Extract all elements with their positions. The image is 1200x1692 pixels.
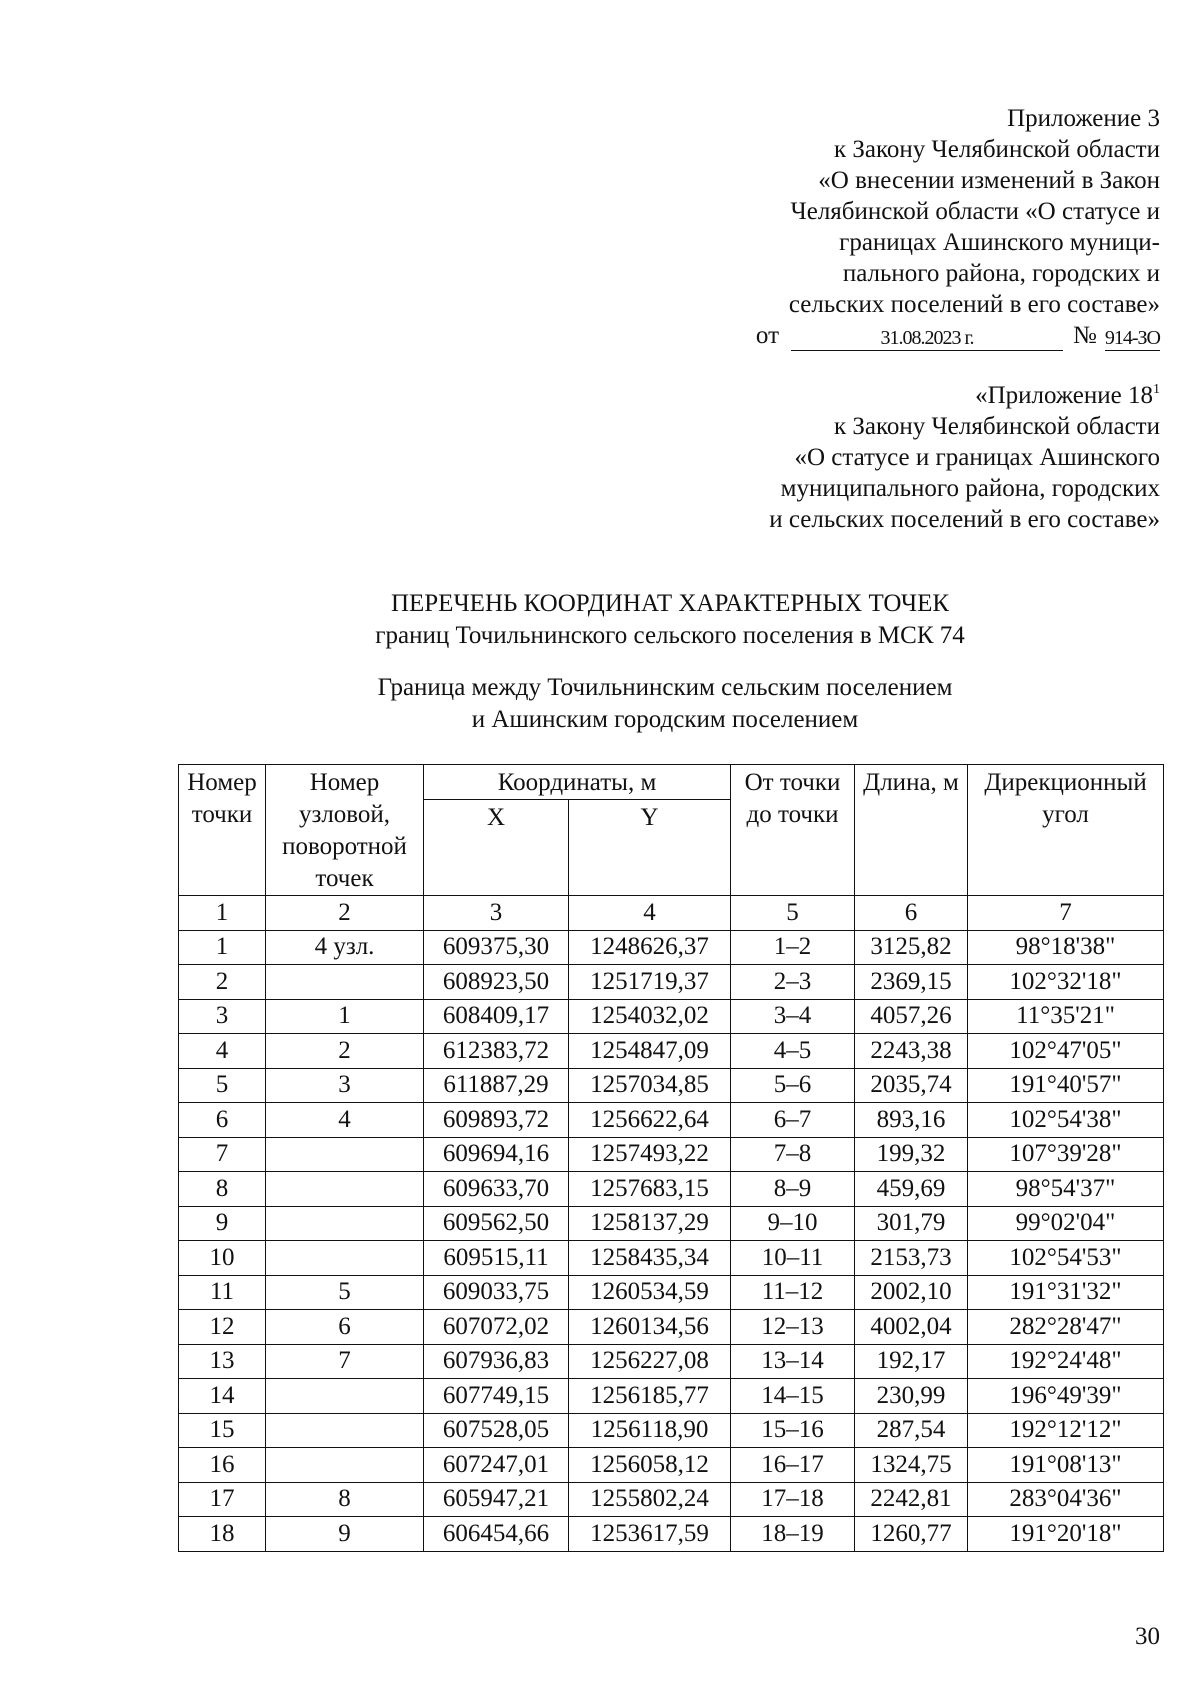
- table-row: [179, 1482, 1164, 1517]
- cell-y: 1257683,15: [569, 1172, 731, 1207]
- cell-length: 4002,04: [855, 1310, 968, 1345]
- table-row: [179, 1206, 1164, 1241]
- cell-x: 607528,05: [424, 1413, 569, 1448]
- cell-segment: 18–19: [731, 1517, 855, 1552]
- cell-angle: 107°39'28": [968, 1137, 1164, 1172]
- cell-y: 1256118,90: [569, 1413, 731, 1448]
- column-number: 2: [266, 896, 424, 931]
- cell-y: 1256058,12: [569, 1448, 731, 1483]
- cell-node: [266, 1206, 424, 1241]
- cell-y: 1253617,59: [569, 1517, 731, 1552]
- cell-y: 1257493,22: [569, 1137, 731, 1172]
- table-row: [179, 930, 1164, 965]
- cell-length: 199,32: [855, 1137, 968, 1172]
- cell-length: 2243,38: [855, 1034, 968, 1069]
- header-point-number: Номер точки: [179, 765, 266, 896]
- cell-y: 1256185,77: [569, 1379, 731, 1414]
- section-title-line: и Ашинским городским поселением: [471, 706, 859, 733]
- header-y: Y: [569, 800, 731, 896]
- cell-node: [266, 1241, 424, 1276]
- cell-angle: 102°47'05": [968, 1034, 1164, 1069]
- header-line: Приложение 3: [1007, 105, 1160, 132]
- cell-node: 4: [266, 1103, 424, 1138]
- header-line: и сельских поселений в его составе»: [769, 506, 1160, 533]
- cell-node: [266, 965, 424, 1000]
- table-row: [179, 965, 1164, 1000]
- cell-node: [266, 1448, 424, 1483]
- cell-segment: 11–12: [731, 1275, 855, 1310]
- cell-x: 607072,02: [424, 1310, 569, 1345]
- cell-point: 16: [179, 1448, 266, 1483]
- cell-x: 609694,16: [424, 1137, 569, 1172]
- header-line: «О внесении изменений в Закон: [818, 167, 1160, 194]
- header-coordinates: Координаты, м: [424, 765, 731, 800]
- cell-x: 605947,21: [424, 1482, 569, 1517]
- cell-point: 15: [179, 1413, 266, 1448]
- cell-segment: 16–17: [731, 1448, 855, 1483]
- cell-segment: 12–13: [731, 1310, 855, 1345]
- document-title: [0, 588, 1200, 652]
- cell-y: 1260534,59: [569, 1275, 731, 1310]
- section-title-line: Граница между Точильнинским сельским поселением: [377, 674, 953, 701]
- cell-point: 13: [179, 1344, 266, 1379]
- cell-point: 6: [179, 1103, 266, 1138]
- header-from-to: От точки до точки: [731, 765, 855, 896]
- cell-point: 7: [179, 1137, 266, 1172]
- appendix-18-title-text: «Приложение 18: [975, 382, 1153, 409]
- cell-x: 609375,30: [424, 930, 569, 965]
- cell-length: 2002,10: [855, 1275, 968, 1310]
- cell-angle: 102°54'38": [968, 1103, 1164, 1138]
- cell-length: 301,79: [855, 1206, 968, 1241]
- cell-segment: 10–11: [731, 1241, 855, 1276]
- cell-point: 1: [179, 930, 266, 965]
- column-number: 5: [731, 896, 855, 931]
- cell-node: [266, 1379, 424, 1414]
- table-row: [179, 1517, 1164, 1552]
- coordinates-table: [178, 764, 1164, 1552]
- cell-point: 3: [179, 999, 266, 1034]
- cell-length: 893,16: [855, 1103, 968, 1138]
- cell-segment: 5–6: [731, 1068, 855, 1103]
- cell-y: 1248626,37: [569, 930, 731, 965]
- header-x: X: [424, 800, 569, 896]
- column-number: 4: [569, 896, 731, 931]
- from-label: от: [755, 322, 780, 349]
- number-label: №: [1073, 322, 1097, 349]
- cell-segment: 3–4: [731, 999, 855, 1034]
- cell-angle: 98°18'38": [968, 930, 1164, 965]
- cell-node: 9: [266, 1517, 424, 1552]
- cell-node: 8: [266, 1482, 424, 1517]
- cell-angle: 196°49'39": [968, 1379, 1164, 1414]
- cell-segment: 13–14: [731, 1344, 855, 1379]
- cell-y: 1258137,29: [569, 1206, 731, 1241]
- cell-x: 609033,75: [424, 1275, 569, 1310]
- page-number: 30: [1135, 1623, 1160, 1650]
- cell-point: 12: [179, 1310, 266, 1345]
- cell-x: 609893,72: [424, 1103, 569, 1138]
- cell-angle: 99°02'04": [968, 1206, 1164, 1241]
- cell-length: 2242,81: [855, 1482, 968, 1517]
- cell-angle: 191°20'18": [968, 1517, 1164, 1552]
- table-row: [179, 1034, 1164, 1069]
- header-length: Длина, м: [855, 765, 968, 896]
- cell-x: 607936,83: [424, 1344, 569, 1379]
- header-line: к Закону Челябинской области: [834, 413, 1160, 440]
- document-title-line: ПЕРЕЧЕНЬ КООРДИНАТ ХАРАКТЕРНЫХ ТОЧЕК: [390, 590, 950, 617]
- appendix-18-header: [640, 380, 1160, 535]
- table-row: [179, 1310, 1164, 1345]
- column-number: 6: [855, 896, 968, 931]
- cell-angle: 102°32'18": [968, 965, 1164, 1000]
- column-number: 1: [179, 896, 266, 931]
- cell-point: 8: [179, 1172, 266, 1207]
- table-row: [179, 1413, 1164, 1448]
- cell-y: 1260134,56: [569, 1310, 731, 1345]
- cell-angle: 192°24'48": [968, 1344, 1164, 1379]
- document-subtitle-line: границ Точильнинского сельского поселения в МСК 74: [375, 622, 965, 649]
- appendix-3-header: [640, 103, 1160, 351]
- cell-x: 607749,15: [424, 1379, 569, 1414]
- cell-point: 14: [179, 1379, 266, 1414]
- cell-angle: 192°12'12": [968, 1413, 1164, 1448]
- cell-x: 607247,01: [424, 1448, 569, 1483]
- cell-segment: 6–7: [731, 1103, 855, 1138]
- cell-angle: 102°54'53": [968, 1241, 1164, 1276]
- cell-node: 1: [266, 999, 424, 1034]
- table-row: [179, 1379, 1164, 1414]
- law-number: 914-ЗО: [1104, 327, 1160, 349]
- cell-node: 2: [266, 1034, 424, 1069]
- cell-node: [266, 1172, 424, 1207]
- cell-length: 459,69: [855, 1172, 968, 1207]
- cell-x: 609515,11: [424, 1241, 569, 1276]
- cell-y: 1251719,37: [569, 965, 731, 1000]
- cell-x: 606454,66: [424, 1517, 569, 1552]
- cell-point: 5: [179, 1068, 266, 1103]
- cell-length: 3125,82: [855, 930, 968, 965]
- table-row: [179, 1068, 1164, 1103]
- table-row: [179, 999, 1164, 1034]
- column-number: 7: [968, 896, 1164, 931]
- cell-point: 18: [179, 1517, 266, 1552]
- cell-point: 10: [179, 1241, 266, 1276]
- header-node-number: Номер узловой, поворотной точек: [266, 765, 424, 896]
- law-date: 31.08.2023 г.: [791, 326, 1063, 351]
- cell-segment: 1–2: [731, 930, 855, 965]
- cell-x: 608409,17: [424, 999, 569, 1034]
- cell-node: 7: [266, 1344, 424, 1379]
- cell-length: 287,54: [855, 1413, 968, 1448]
- cell-y: 1256227,08: [569, 1344, 731, 1379]
- cell-length: 2153,73: [855, 1241, 968, 1276]
- cell-segment: 4–5: [731, 1034, 855, 1069]
- cell-length: 192,17: [855, 1344, 968, 1379]
- cell-length: 230,99: [855, 1379, 968, 1414]
- header-line: сельских поселений в его составе»: [788, 291, 1160, 318]
- cell-segment: 7–8: [731, 1137, 855, 1172]
- cell-segment: 17–18: [731, 1482, 855, 1517]
- cell-x: 609633,70: [424, 1172, 569, 1207]
- cell-angle: 191°40'57": [968, 1068, 1164, 1103]
- appendix-18-superscript: 1: [1153, 382, 1160, 397]
- cell-segment: 9–10: [731, 1206, 855, 1241]
- cell-y: 1257034,85: [569, 1068, 731, 1103]
- cell-node: 3: [266, 1068, 424, 1103]
- cell-x: 612383,72: [424, 1034, 569, 1069]
- cell-point: 4: [179, 1034, 266, 1069]
- cell-y: 1254847,09: [569, 1034, 731, 1069]
- cell-point: 9: [179, 1206, 266, 1241]
- cell-segment: 8–9: [731, 1172, 855, 1207]
- header-direction: Дирекционный угол: [968, 765, 1164, 896]
- cell-node: 4 узл.: [266, 930, 424, 965]
- cell-segment: 2–3: [731, 965, 855, 1000]
- cell-x: 608923,50: [424, 965, 569, 1000]
- cell-angle: 191°08'13": [968, 1448, 1164, 1483]
- cell-x: 609562,50: [424, 1206, 569, 1241]
- header-line: «О статусе и границах Ашинского: [794, 444, 1160, 471]
- table-row: [179, 1344, 1164, 1379]
- cell-y: 1256622,64: [569, 1103, 731, 1138]
- cell-y: 1255802,24: [569, 1482, 731, 1517]
- cell-length: 4057,26: [855, 999, 968, 1034]
- header-line: пального района, городских и: [842, 260, 1160, 287]
- appendix-18-title: [640, 380, 1160, 411]
- cell-node: 6: [266, 1310, 424, 1345]
- cell-node: [266, 1137, 424, 1172]
- cell-x: 611887,29: [424, 1068, 569, 1103]
- cell-y: 1254032,02: [569, 999, 731, 1034]
- header-line: границах Ашинского муници-: [839, 229, 1160, 256]
- cell-segment: 14–15: [731, 1379, 855, 1414]
- header-line: Челябинской области «О статусе и: [790, 198, 1160, 225]
- cell-angle: 191°31'32": [968, 1275, 1164, 1310]
- cell-angle: 11°35'21": [968, 999, 1164, 1034]
- cell-length: 1324,75: [855, 1448, 968, 1483]
- table-row: [179, 1103, 1164, 1138]
- table-row: [179, 1275, 1164, 1310]
- table-row: [179, 1137, 1164, 1172]
- cell-angle: 282°28'47": [968, 1310, 1164, 1345]
- header-line: муниципального района, городских: [780, 475, 1160, 502]
- cell-point: 2: [179, 965, 266, 1000]
- cell-node: 5: [266, 1275, 424, 1310]
- cell-length: 1260,77: [855, 1517, 968, 1552]
- header-line: к Закону Челябинской области: [834, 136, 1160, 163]
- cell-segment: 15–16: [731, 1413, 855, 1448]
- cell-point: 11: [179, 1275, 266, 1310]
- section-title: [0, 672, 1200, 736]
- table-row: [179, 1448, 1164, 1483]
- cell-length: 2035,74: [855, 1068, 968, 1103]
- column-number: 3: [424, 896, 569, 931]
- law-date-number: [640, 320, 1160, 351]
- table-row: [179, 1172, 1164, 1207]
- cell-angle: 98°54'37": [968, 1172, 1164, 1207]
- cell-angle: 283°04'36": [968, 1482, 1164, 1517]
- cell-node: [266, 1413, 424, 1448]
- table-row: [179, 1241, 1164, 1276]
- cell-point: 17: [179, 1482, 266, 1517]
- column-number-row: [179, 896, 1164, 931]
- cell-y: 1258435,34: [569, 1241, 731, 1276]
- cell-length: 2369,15: [855, 965, 968, 1000]
